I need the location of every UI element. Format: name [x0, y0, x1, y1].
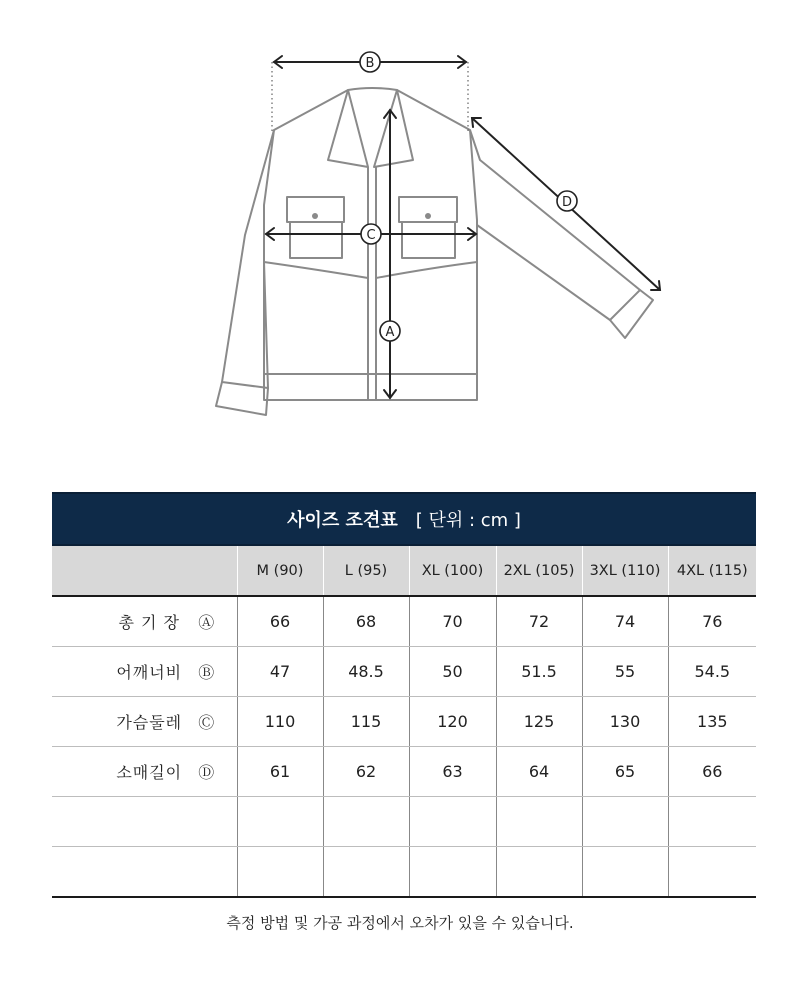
- header-blank: [52, 545, 237, 596]
- table-cell: 51.5: [496, 647, 582, 697]
- measure-marker-a: [380, 321, 400, 341]
- table-cell: 54.5: [668, 647, 756, 697]
- table-cell: 68: [323, 596, 409, 647]
- table-cell: 130: [582, 697, 668, 747]
- row-label: 가슴둘레: [116, 713, 183, 732]
- empty-cell: [237, 847, 323, 898]
- table-title: 사이즈 조견표: [287, 510, 398, 531]
- row-header: [52, 747, 237, 797]
- size-header: 2XL (105): [496, 545, 582, 596]
- empty-cell: [323, 797, 409, 847]
- measurement-disclaimer: 측정 방법 및 가공 과정에서 오차가 있을 수 있습니다.: [226, 914, 574, 932]
- empty-row: [52, 847, 756, 898]
- measure-marker-d: [557, 191, 577, 211]
- table-cell: 62: [323, 747, 409, 797]
- table-cell: 70: [409, 596, 496, 647]
- empty-row: [52, 797, 756, 847]
- size-header-row: [52, 545, 756, 596]
- table-title-cell: [52, 493, 756, 545]
- table-title-row: [52, 493, 756, 545]
- table-cell: 66: [668, 747, 756, 797]
- row-header: [52, 596, 237, 647]
- table-row: [52, 697, 756, 747]
- empty-cell: [52, 847, 237, 898]
- table-cell: 55: [582, 647, 668, 697]
- size-header: 4XL (115): [668, 545, 756, 596]
- unit-label: [ 단위 : cm ]: [415, 510, 521, 531]
- table-row: [52, 747, 756, 797]
- measure-marker-b: [360, 52, 380, 72]
- table-cell: 64: [496, 747, 582, 797]
- jacket-outline: [216, 88, 653, 415]
- table-cell: 65: [582, 747, 668, 797]
- size-header: L (95): [323, 545, 409, 596]
- row-marker: Ⓑ: [198, 663, 215, 682]
- empty-cell: [496, 797, 582, 847]
- row-marker: Ⓓ: [198, 763, 215, 782]
- svg-text:D: D: [561, 195, 573, 210]
- measure-marker-c: [361, 224, 381, 244]
- row-label: 어깨너비: [116, 663, 183, 682]
- table-cell: 125: [496, 697, 582, 747]
- table-row: [52, 647, 756, 697]
- table-cell: 47: [237, 647, 323, 697]
- jacket-measurement-diagram: [0, 0, 800, 440]
- empty-cell: [668, 847, 756, 898]
- table-cell: 135: [668, 697, 756, 747]
- row-label: 소매길이: [116, 763, 183, 782]
- svg-text:C: C: [366, 228, 376, 243]
- row-marker: Ⓐ: [198, 613, 215, 632]
- empty-cell: [237, 797, 323, 847]
- table-cell: 50: [409, 647, 496, 697]
- empty-cell: [668, 797, 756, 847]
- size-header: M (90): [237, 545, 323, 596]
- table-cell: 48.5: [323, 647, 409, 697]
- table-cell: 115: [323, 697, 409, 747]
- empty-cell: [323, 847, 409, 898]
- row-header: [52, 647, 237, 697]
- svg-text:B: B: [365, 56, 375, 71]
- svg-text:A: A: [385, 325, 395, 340]
- size-header: XL (100): [409, 545, 496, 596]
- table-cell: 120: [409, 697, 496, 747]
- empty-cell: [496, 847, 582, 898]
- table-cell: 72: [496, 596, 582, 647]
- measure-arrows: [266, 56, 660, 398]
- row-label: 총 기 장: [118, 613, 180, 632]
- table-cell: 61: [237, 747, 323, 797]
- empty-cell: [582, 847, 668, 898]
- table-cell: 76: [668, 596, 756, 647]
- size-header: 3XL (110): [582, 545, 668, 596]
- table-cell: 66: [237, 596, 323, 647]
- row-marker: Ⓒ: [198, 713, 215, 732]
- table-cell: 63: [409, 747, 496, 797]
- table-cell: 110: [237, 697, 323, 747]
- table-row: [52, 596, 756, 647]
- pocket-buttons: [312, 213, 431, 219]
- row-header: [52, 697, 237, 747]
- empty-cell: [52, 797, 237, 847]
- empty-cell: [582, 797, 668, 847]
- empty-cell: [409, 797, 496, 847]
- empty-cell: [409, 847, 496, 898]
- size-chart-table: [52, 492, 756, 898]
- table-cell: 74: [582, 596, 668, 647]
